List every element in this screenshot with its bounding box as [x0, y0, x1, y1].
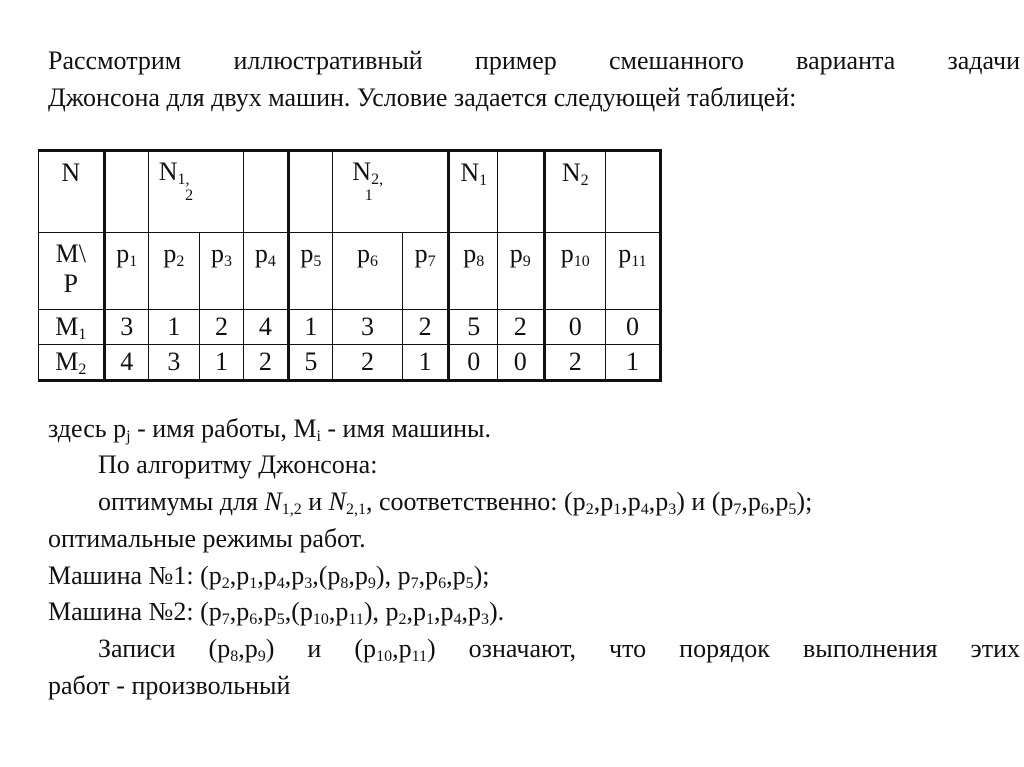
mp-label-cell: M\ P — [39, 233, 105, 310]
records-line-1: Записи $(p_8,p_9)$ и $(p_{10},p_{11})$ означают, что порядок выполнения этих — [98, 634, 1020, 665]
value-cell: 2 — [402, 310, 449, 345]
value-cell: 2 — [244, 345, 288, 381]
machine-label-cell: $M_2$ — [39, 345, 105, 381]
value-cell: 0 — [449, 345, 498, 381]
job-cell: $p_7$ — [402, 233, 449, 310]
value-cell: 2 — [333, 345, 403, 381]
header-cell — [605, 151, 660, 233]
value-cell: 4 — [244, 310, 288, 345]
header-cell — [288, 151, 332, 233]
job-cell: $p_6$ — [333, 233, 403, 310]
value-cell: 0 — [498, 345, 545, 381]
job-cell: $p_3$ — [199, 233, 243, 310]
group-cell-n21: $N_{2,}$ 1 — [333, 151, 403, 233]
job-cell: $p_{11}$ — [605, 233, 660, 310]
header-cell — [244, 151, 288, 233]
value-cell: 1 — [288, 310, 332, 345]
value-cell: 1 — [199, 345, 243, 381]
header-cell — [498, 151, 545, 233]
table-machine-row — [39, 310, 661, 345]
modes-line: оптимальные режимы работ. — [48, 524, 366, 553]
value-cell: 5 — [449, 310, 498, 345]
records-paragraph — [48, 630, 1020, 704]
value-cell: 1 — [605, 345, 660, 381]
group-cell-n1: $N_1$ — [449, 151, 498, 233]
job-cell: $p_2$ — [149, 233, 200, 310]
value-cell: 1 — [402, 345, 449, 381]
intro-paragraph — [48, 42, 1020, 116]
table-machine-row — [39, 345, 661, 381]
value-cell: 0 — [544, 310, 605, 345]
group-cell-n2: $N_2$ — [544, 151, 605, 233]
job-cell: $p_{10}$ — [544, 233, 605, 310]
value-cell: 3 — [104, 310, 148, 345]
johnson-table — [38, 149, 662, 382]
header-cell — [104, 151, 148, 233]
table-header-row — [39, 151, 661, 233]
value-cell: 2 — [199, 310, 243, 345]
value-cell: 3 — [149, 345, 200, 381]
header-cell — [199, 151, 243, 233]
value-cell: 5 — [288, 345, 332, 381]
value-cell: 2 — [544, 345, 605, 381]
value-cell: 3 — [333, 310, 403, 345]
value-cell: 2 — [498, 310, 545, 345]
job-cell: $p_5$ — [288, 233, 332, 310]
algo-line: По алгоритму Джонсона: — [98, 450, 378, 479]
header-cell — [402, 151, 449, 233]
job-cell: $p_4$ — [244, 233, 288, 310]
corner-cell: N — [39, 151, 105, 233]
value-cell: 1 — [149, 310, 200, 345]
optimum-line: оптимумы для $N_{1,2}$ и $N_{2,1}$, соответственно: $(p_2,p_1,p_4,p_3)$ и $(p_7,p_6,p_5)$; — [98, 487, 813, 518]
records-line-2: работ - произвольный — [48, 671, 291, 700]
job-cell: $p_1$ — [104, 233, 148, 310]
intro-line-1: Рассмотрим иллюстративный пример смешанного варианта задачи — [48, 46, 1020, 75]
table-jobs-row — [39, 233, 661, 310]
here-line: здесь $p_j$ - имя работы, $M_i$ - имя машины. — [48, 414, 492, 445]
value-cell: 4 — [104, 345, 148, 381]
machine-2-line: Машина №2: ($p_7,p_6,p_5,(p_{10},p_{11})$, $p_2,p_1,p_4,p_3$). — [48, 597, 505, 628]
job-cell: $p_9$ — [498, 233, 545, 310]
job-cell: $p_8$ — [449, 233, 498, 310]
machine-1-line: Машина №1: ($p_2,p_1,p_4,p_3,(p_8,p_9)$, $p_7,p_6,p_5$); — [48, 561, 490, 592]
group-cell-n12: $N_{1,}$ 2 — [149, 151, 200, 233]
machine-label-cell: $M_1$ — [39, 310, 105, 345]
intro-line-2: Джонсона для двух машин. Условие задается следующей таблицей: — [48, 83, 797, 112]
value-cell: 0 — [605, 310, 660, 345]
